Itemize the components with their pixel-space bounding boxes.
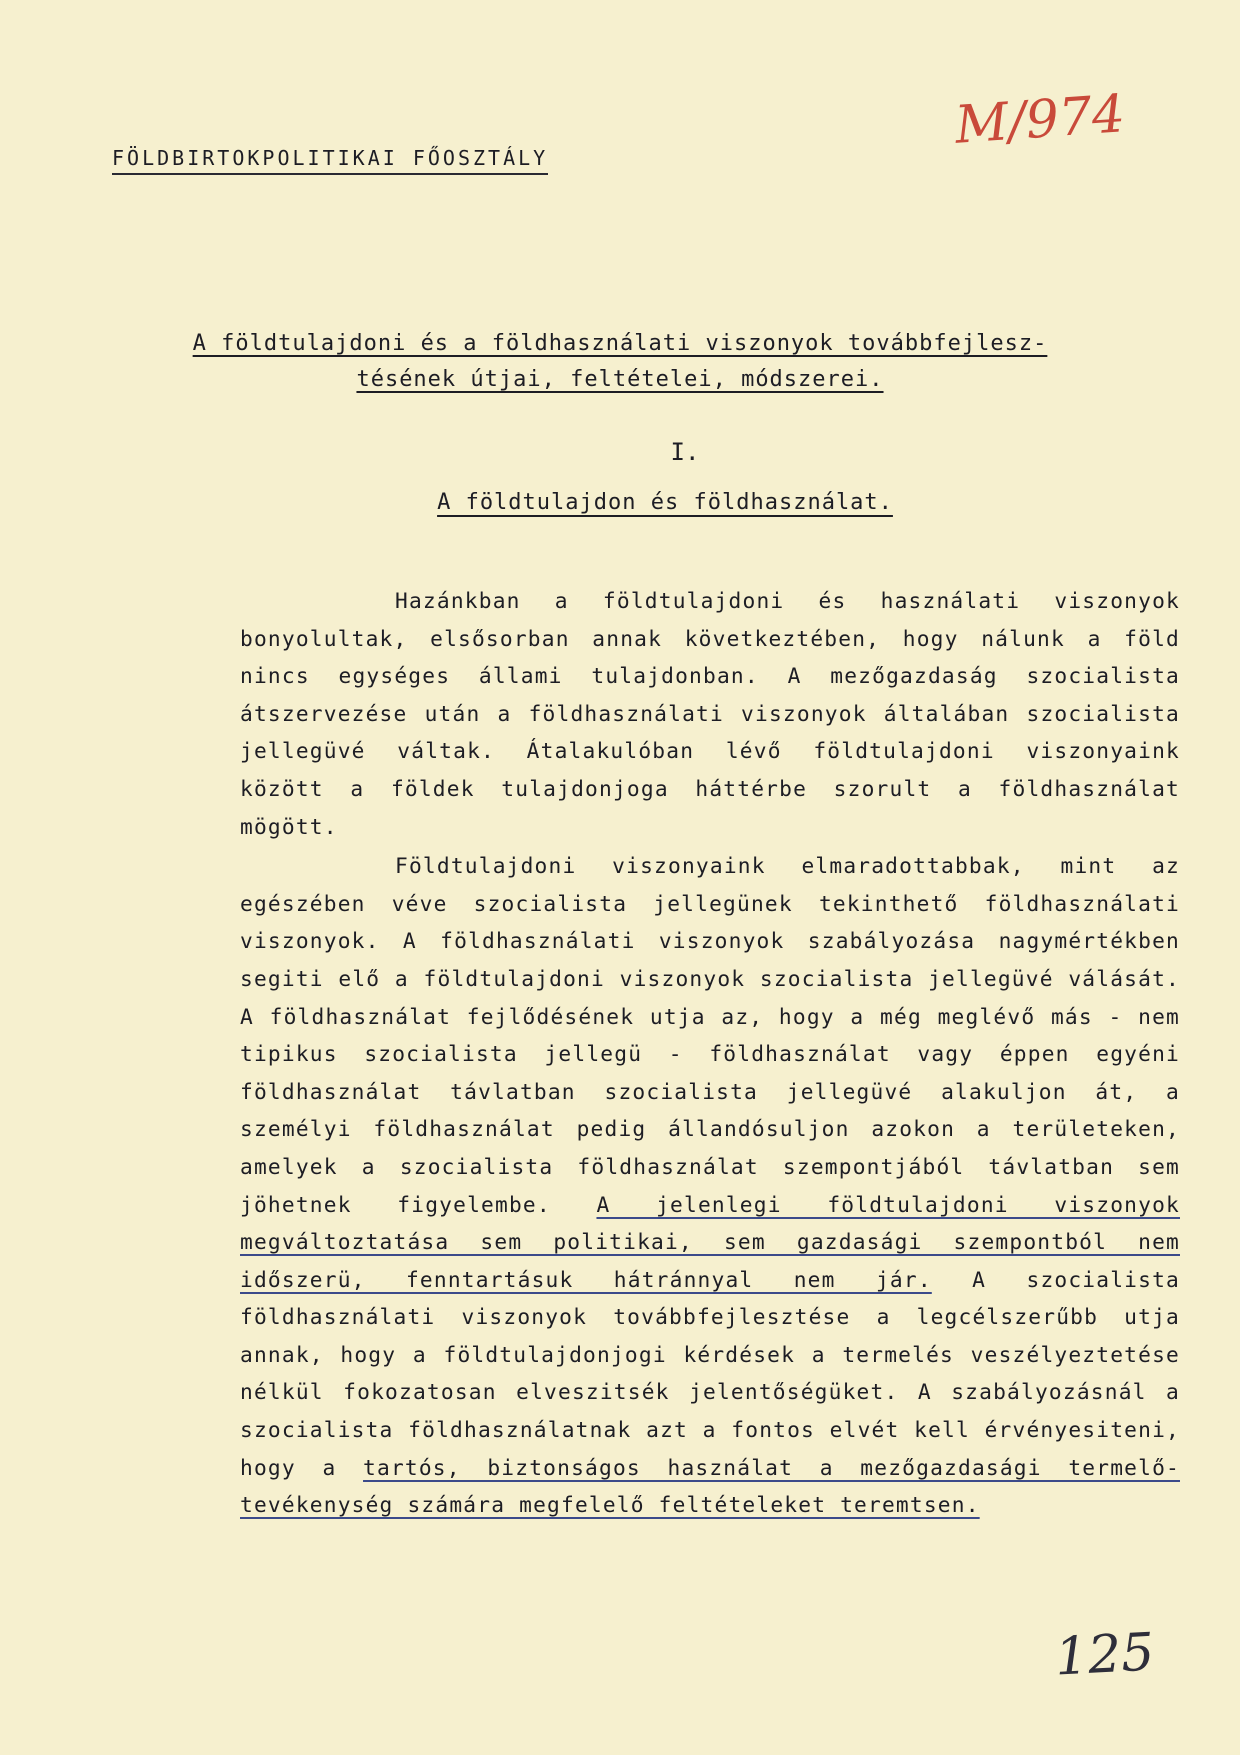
document-title [100,326,1140,398]
paragraph-2-underlined: A jelenlegi földtulajdoni viszonyok megváltoztatása sem politikai, sem gazdasági szempontból nem időszerü, fenntartásuk hátránnyal nem jár. [240,1191,1180,1292]
paragraph-2-text-a: Földtulajdoni viszonyaink elmaradottabbak, mint az egészében véve szocialista jellegünek tekinthető földhasználati viszonyok. A földhasználati viszonyok szabályozása nagymértékben segiti elő a földtulajdoni viszonyok szocialista jellegüvé válását. A földhasználat fejlődésének utja az, hogy a még meglévő más - nem tipikus szocialista jellegü - földhasználat vagy éppen egyéni földhasználat távlatban szocialista jellegüvé alakuljon át, a személyi földhasználat pedig állandósuljon azokon a területeken, amelyek a szocialista földhasználat szempontjából távlatban sem jöhetnek figyelembe. [240,853,1180,1217]
department-header: FÖLDBIRTOKPOLITIKAI FŐOSZTÁLY [112,146,548,175]
title-line-1: A földtulajdoni és a földhasználati viszonyok továbbfejlesz- [192,331,1048,356]
paragraph-2-text-b: A szocialista földhasználati viszonyok továbbfejlesztése a legcélszerűbb utja annak, hogy a földtulajdonjogi kérdések a termelés veszélyeztetése nélkül fokozatosan elveszitsék jelentőségüket. A szabályozásnál a szocialista földhasználatnak azt a fontos elvét kell érvényesiteni, hogy a [240,1266,1180,1480]
document-body [240,582,1180,1526]
section-heading: A földtulajdon és földhasználat. [437,490,893,515]
handwritten-reference: M/974 [953,84,1127,156]
paragraph-2 [240,847,1180,1524]
title-line-2: tésének útjai, feltételei, módszerei. [356,367,884,392]
paragraph-2-underlined-2: tartós, biztonságos használat a mezőgazdasági termelő-tevékenység számára megfelelő feltételeket teremtsen. [240,1454,1180,1518]
handwritten-page-number: 125 [1053,1622,1156,1688]
section-number: I. [670,438,700,466]
paragraph-1: Hazánkban a földtulajdoni és használati viszonyok bonyolultak, elsősorban annak következtében, hogy nálunk a föld nincs egységes állami tulajdonban. A mezőgazdaság szocialista átszervezése után a földhasználati viszonyok általában szocialista jellegüvé váltak. Átalakulóban lévő földtulajdoni viszonyaink között a földek tulajdonjoga háttérbe szorult a földhasználat mögött. [240,588,1180,839]
